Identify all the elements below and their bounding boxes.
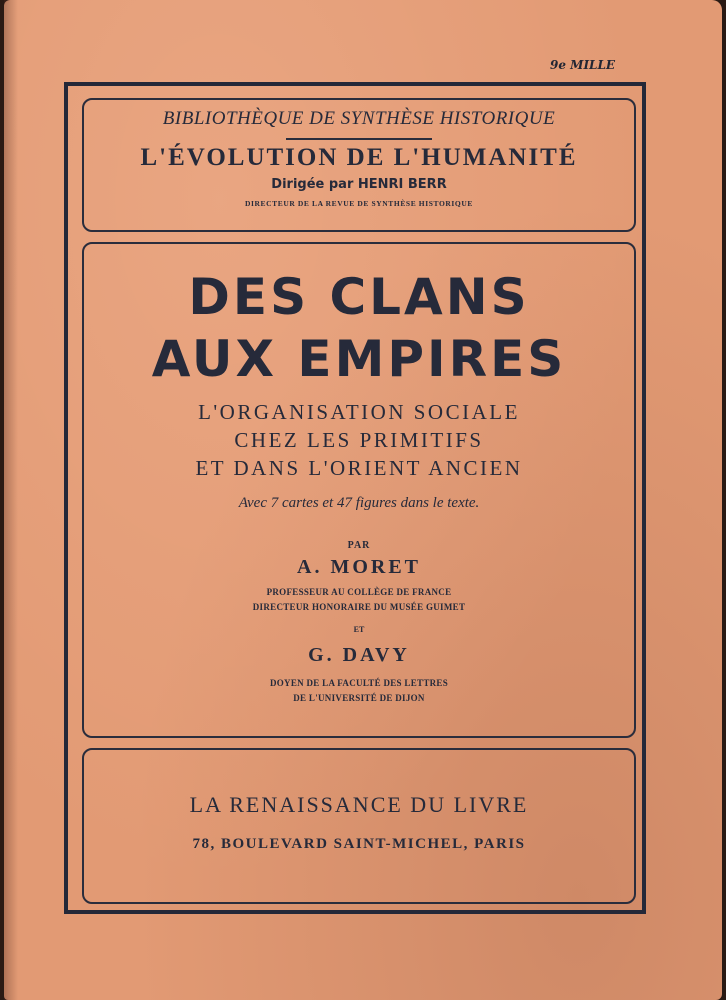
director-role: DIRECTEUR DE LA REVUE DE SYNTHÈSE HISTORIQUE — [245, 199, 473, 208]
author-davy-role1: DOYEN DE LA FACULTÉ DES LETTRES — [269, 678, 449, 688]
book-title-line1: DES CLANS — [188, 268, 530, 326]
series-divider — [286, 138, 432, 140]
series-title: BIBLIOTHÈQUE DE SYNTHÈSE HISTORIQUE — [162, 108, 556, 129]
author-moret-role1: PROFESSEUR AU COLLÈGE DE FRANCE — [266, 587, 452, 597]
subtitle-line3: ET DANS L'ORIENT ANCIEN — [195, 456, 523, 480]
illustrations-note: Avec 7 cartes et 47 figures dans le texte. — [238, 495, 480, 511]
book-title-line2: AUX EMPIRES — [151, 330, 567, 388]
author-davy-role2: DE L'UNIVERSITÉ DE DIJON — [293, 693, 425, 703]
collection-title: L'ÉVOLUTION DE L'HUMANITÉ — [140, 144, 578, 171]
author-davy: G. DAVY — [308, 644, 410, 666]
by-label: PAR — [347, 540, 371, 551]
publisher-name: LA RENAISSANCE DU LIVRE — [189, 792, 529, 817]
publisher-panel — [82, 748, 636, 904]
edition-label: 9e MILLE — [550, 58, 616, 72]
subtitle-line2: CHEZ LES PRIMITIFS — [234, 428, 484, 452]
and-label: ET — [353, 625, 365, 634]
publisher-address: 78, BOULEVARD SAINT-MICHEL, PARIS — [192, 836, 526, 852]
author-moret-role2: DIRECTEUR HONORAIRE DU MUSÉE GUIMET — [252, 602, 466, 612]
subtitle-line1: L'ORGANISATION SOCIALE — [198, 400, 520, 424]
directed-by: Dirigée par HENRI BERR — [271, 177, 447, 192]
author-moret: A. MORET — [297, 556, 421, 578]
cover-spine-edge — [4, 0, 18, 1000]
